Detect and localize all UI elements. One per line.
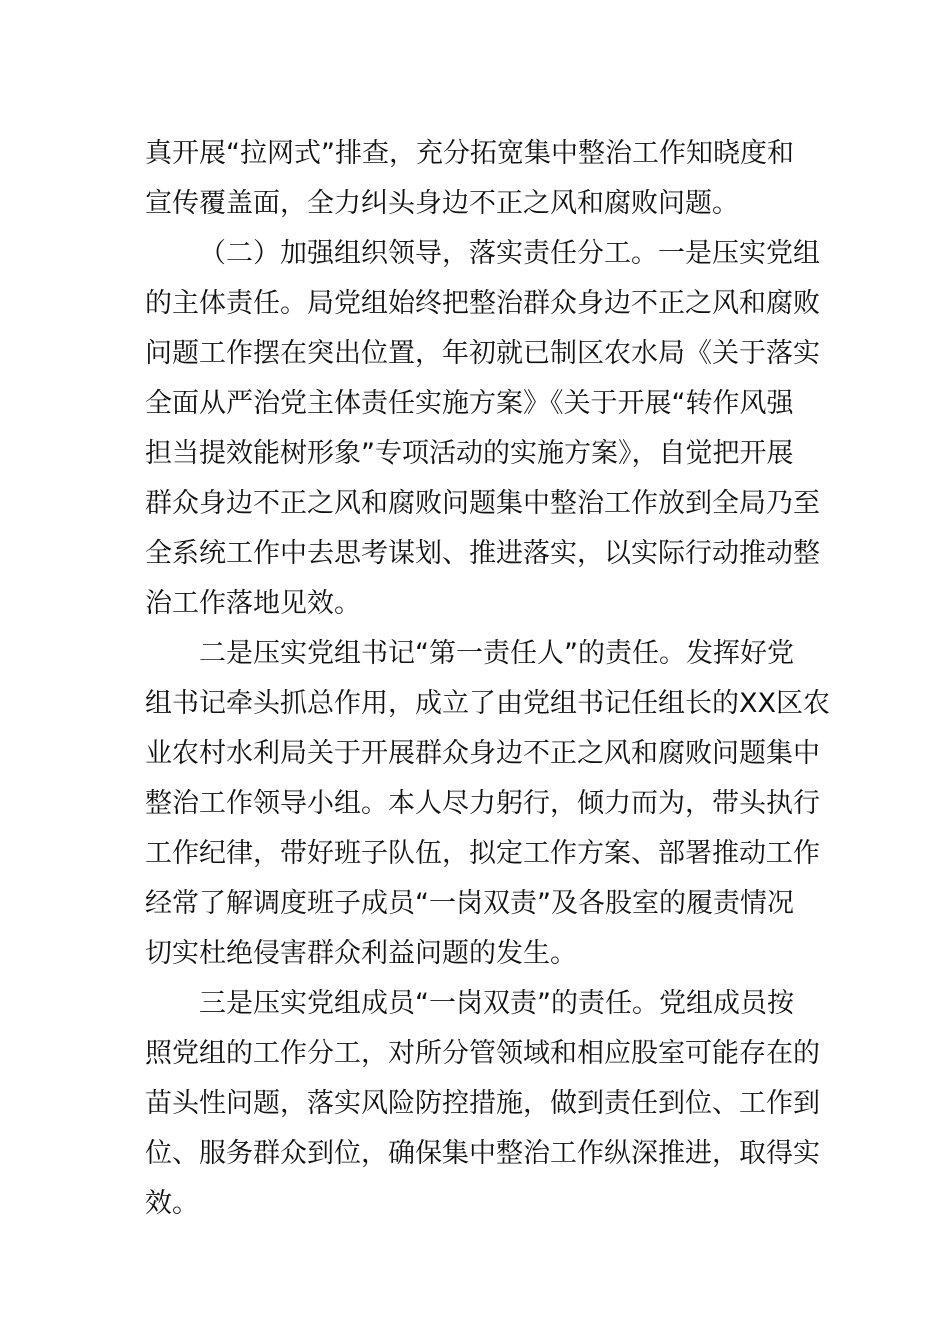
text-line: 切实杜绝侵害群众利益问题的发生。: [145, 938, 577, 969]
paragraph-4: [145, 979, 820, 1229]
text-line: （二）加强组织领导，落实责任分工。一是压实党组: [199, 238, 820, 269]
text-line: 全系统工作中去思考谋划、推进落实，以实际行动推动整: [145, 538, 820, 569]
text-line: 群众身边不正之风和腐败问题集中整治工作放到全局乃至: [145, 488, 820, 519]
text-line: 苗头性问题，落实风险防控措施，做到责任到位、工作到: [145, 1088, 820, 1119]
text-line: 的主体责任。局党组始终把整治群众身边不正之风和腐败: [145, 288, 820, 319]
text-line: 全面从严治党主体责任实施方案》《关于开展“转作风强: [145, 388, 794, 419]
text-line: 二是压实党组书记“第一责任人”的责任。发挥好党: [199, 638, 794, 669]
paragraph-2: [145, 229, 820, 629]
text-line: 业农村水利局关于开展群众身边不正之风和腐败问题集中: [145, 738, 820, 769]
text-line: 担当提效能树形象”专项活动的实施方案》，自觉把开展: [145, 438, 794, 469]
text-line: 问题工作摆在突出位置，年初就已制区农水局《关于落实: [145, 338, 820, 369]
text-line: 经常了解调度班子成员“一岗双责”及各股室的履责情况: [145, 888, 794, 919]
text-line: 组书记牵头抓总作用，成立了由党组书记任组长的XX区农: [145, 688, 830, 719]
paragraph-1: [145, 129, 810, 229]
text-line: 整治工作领导小组。本人尽力躬行，倾力而为，带头执行: [145, 788, 820, 819]
text-line: 工作纪律，带好班子队伍，拟定工作方案、部署推动工作: [145, 838, 820, 869]
document-body: [145, 129, 830, 1229]
text-line: 三是压实党组成员“一岗双责”的责任。党组成员按: [199, 988, 794, 1019]
text-line: 效。: [145, 1188, 199, 1219]
text-line: 位、服务群众到位，确保集中整治工作纵深推进，取得实: [145, 1138, 820, 1169]
paragraph-3: [145, 629, 830, 979]
text-line: 照党组的工作分工，对所分管领域和相应股室可能存在的: [145, 1038, 820, 1069]
text-line: 宣传覆盖面，全力纠头身边不正之风和腐败问题。: [145, 188, 739, 219]
text-line: 治工作落地见效。: [145, 588, 361, 619]
text-line: 真开展“拉网式”排查，充分拓宽集中整治工作知晓度和: [145, 138, 794, 169]
